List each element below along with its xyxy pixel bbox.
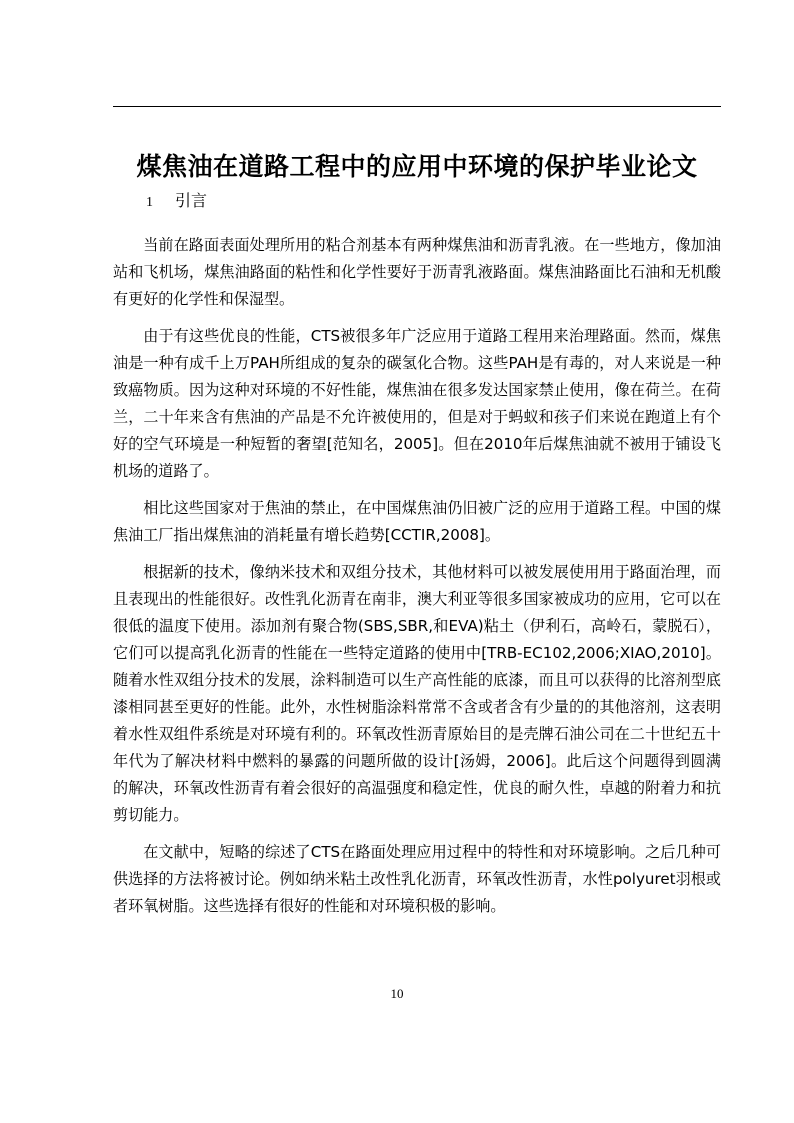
section-title: 引言	[175, 191, 208, 210]
section-heading	[146, 188, 207, 216]
paragraph: 相比这些国家对于焦油的禁止，在中国煤焦油仍旧被广泛的应用于道路工程。中国的煤焦油工厂指出煤焦油的消耗量有增长趋势[CCTIR,2008]。	[113, 499, 721, 544]
document-title: 煤焦油在道路工程中的应用中环境的保护毕业论文	[136, 151, 698, 181]
paragraph: 在文献中，短略的综述了CTS在路面处理应用过程中的特性和对环境影响。之后几种可供选择的方法将被讨论。例如纳米粘土改性乳化沥青，环氧改性沥青，水性polyuret羽根或者环氧树脂。这些选择有很好的性能和对环境积极的影响。	[113, 843, 721, 915]
paragraph: 由于有这些优良的性能，CTS被很多年广泛应用于道路工程用来治理路面。然而，煤焦油是一种有成千上万PAH所组成的复杂的碳氢化合物。这些PAH是有毒的，对人来说是一种致癌物质。因为这种对环境的不好性能，煤焦油在很多发达国家禁止使用，像在荷兰。在荷兰，二十年来含有焦油的产品是不允许被使用的，但是对于蚂蚁和孩子们来说在跑道上有个好的空气环境是一种短暂的奢望[范知名，2005]。但在2010年后煤焦油就不被用于铺设飞机场的道路了。	[113, 327, 721, 480]
body-text	[113, 232, 721, 930]
paragraph: 当前在路面表面处理所用的粘合剂基本有两种煤焦油和沥青乳液。在一些地方，像加油站和飞机场，煤焦油路面的粘性和化学性要好于沥青乳液路面。煤焦油路面比石油和无机酸有更好的化学性和保湿型。	[113, 236, 721, 308]
section-number: 1	[146, 195, 153, 210]
page-number: 10	[390, 986, 404, 1001]
paragraph: 根据新的技术，像纳米技术和双组分技术，其他材料可以被发展使用用于路面治理，而且表现出的性能很好。改性乳化沥青在南非，澳大利亚等很多国家被成功的应用，它可以在很低的温度下使用。添加剂有聚合物(SBS,SBR,和EVA)粘土（伊利石，高岭石，蒙脱石），它们可以提高乳化沥青的性能在一些特定道路的使用中[TRB-EC102,2006;XIAO,2010]。随着水性双组分技术的发展，涂料制造可以生产高性能的底漆，而且可以获得的比溶剂型底漆相同甚至更好的性能。此外，水性树脂涂料常常不含或者含有少量的的其他溶剂，这表明着水性双组件系统是对环境有利的。环氧改性沥青原始目的是壳牌石油公司在二十世纪五十年代为了解决材料中燃料的暴露的问题所做的设计[汤姆，2006]。此后这个问题得到圆满的解决，环氧改性沥青有着会很好的高温强度和稳定性，优良的耐久性，卓越的附着力和抗剪切能力。	[113, 563, 721, 824]
header-rule	[113, 106, 721, 107]
